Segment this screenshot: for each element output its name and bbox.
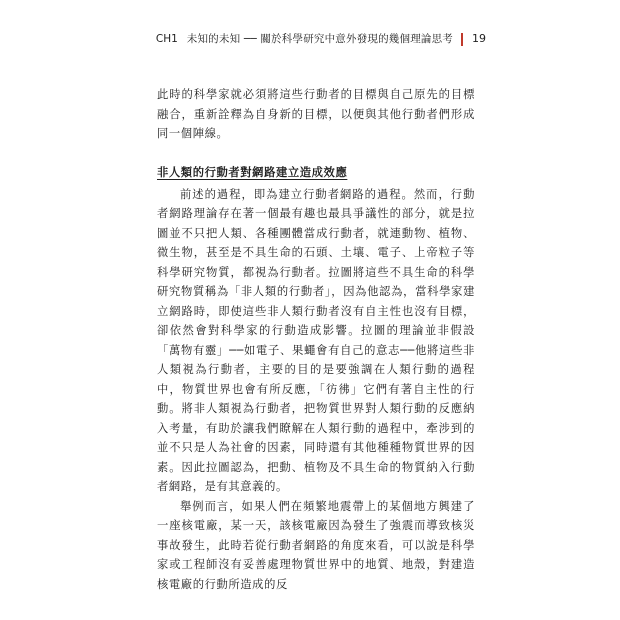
page-number: 19: [472, 32, 486, 45]
paragraph-3: 舉例而言，如果人們在頻繁地震帶上的某個地方興建了一座核電廠，某一天，該核電廠因為發生了強震而導致核災事故發生，此時若從行動者網路的角度來看，可以說是科學家或工程師沒有妥善處理物質世界中的地質、地殼，對建造核電廠的行動所造成的反: [157, 499, 475, 591]
header-divider: [461, 33, 463, 46]
running-header: [156, 32, 486, 46]
body-text: [157, 85, 475, 594]
section-heading: 非人類的行動者對網路建立造成效應: [157, 166, 348, 179]
chapter-label: CH1: [155, 33, 178, 45]
paragraph-2: 前述的過程，即為建立行動者網路的過程。然而，行動者網路理論存在著一個最有趣也最具爭議性的部分，就是拉圖並不只把人類、各種團體當成行動者，就連動物、植物、微生物，甚至是不具生命的石頭、土壤、電子、上帝粒子等科學研究物質，都視為行動者。拉圖將這些不具生命的科學研究物質稱為「非人類的行動者」，因為他認為，當科學家建立網路時，即使這些非人類行動者沒有自主性也沒有目標，卻依然會對科學家的行動造成影響。拉圖的理論並非假設「萬物有靈」──如電子、果蠅會有自己的意志──他將這些非人類視為行動者，主要的目的是要強調在人類行動的過程中，物質世界也會有所反應，「彷彿」它們有著自主性的行動。將非人類視為行動者，把物質世界對人類行動的反應納入考量，有助於讓我們瞭解在人類行動的過程中，牽涉到的並不只是人為社會的因素，同時還有其他種種物質世界的因素。因此拉圖認為，把動、植物及不具生命的物質納入行動者網路，是有其意義的。: [157, 187, 475, 493]
chapter-title: 未知的未知 ── 關於科學研究中意外發現的幾個理論思考: [186, 33, 453, 45]
paragraph-1: 此時的科學家就必須將這些行動者的目標與自己原先的目標融合，重新詮釋為自身新的目標，以便與其他行動者們形成同一個陣線。: [157, 88, 475, 140]
paragraph-spacer: [157, 144, 475, 164]
